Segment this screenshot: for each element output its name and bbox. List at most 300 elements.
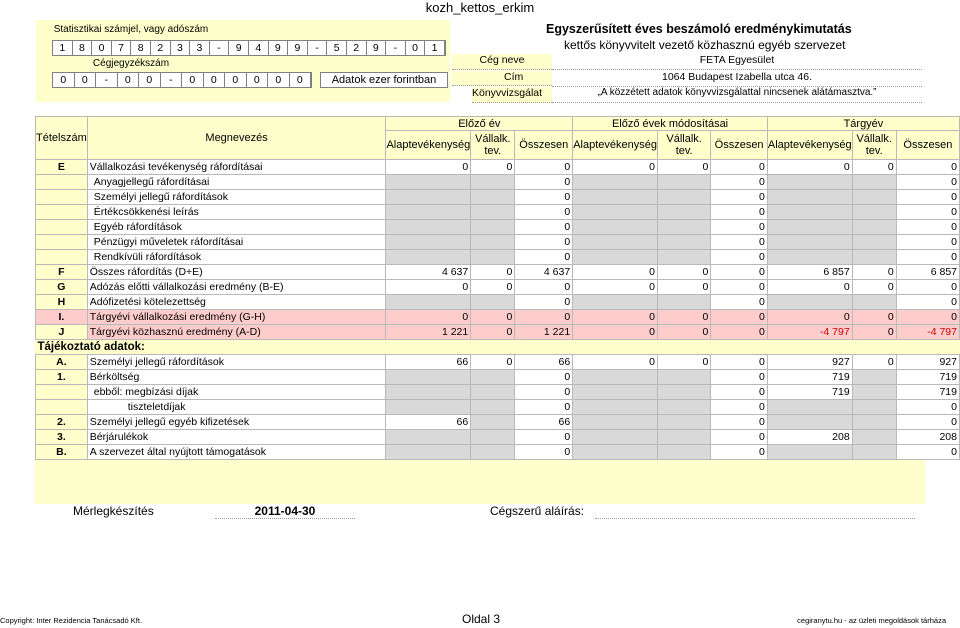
row-value xyxy=(386,205,471,220)
stat-digit: 9 xyxy=(269,41,289,55)
row-value: 927 xyxy=(767,355,852,370)
row-value: 0 xyxy=(657,310,710,325)
row-value xyxy=(657,175,710,190)
row-value: 0 xyxy=(515,295,573,310)
table-row xyxy=(36,355,960,370)
table-row xyxy=(36,220,960,235)
row-value xyxy=(573,190,658,205)
row-code xyxy=(36,205,88,220)
row-value: 0 xyxy=(896,295,959,310)
row-value: 0 xyxy=(657,355,710,370)
row-value xyxy=(386,370,471,385)
row-value xyxy=(767,175,852,190)
address-value: 1064 Budapest Izabella utca 46. xyxy=(552,71,922,87)
table-row xyxy=(36,175,960,190)
row-value: 0 xyxy=(896,280,959,295)
row-value: 0 xyxy=(515,385,573,400)
row-value: 0 xyxy=(515,280,573,295)
row-code xyxy=(36,235,88,250)
row-value xyxy=(573,175,658,190)
reg-digit: - xyxy=(161,73,183,87)
row-label: Anyagjellegű ráfordításai xyxy=(87,175,386,190)
row-code xyxy=(36,250,88,265)
row-code: B. xyxy=(36,445,88,460)
row-value xyxy=(657,385,710,400)
reg-digit: - xyxy=(96,73,118,87)
row-value: 6 857 xyxy=(767,265,852,280)
table-row xyxy=(36,400,960,415)
reg-digit: 0 xyxy=(290,73,312,87)
info-heading: Tájékoztató adatok: xyxy=(36,340,960,355)
row-label: Összes ráfordítás (D+E) xyxy=(87,265,386,280)
row-value xyxy=(657,190,710,205)
row-code xyxy=(36,400,88,415)
row-label: Egyéb ráfordítások xyxy=(87,220,386,235)
table-row xyxy=(36,280,960,295)
row-value: -4 797 xyxy=(896,325,959,340)
row-label: Adózás előtti vállalkozási eredmény (B-E) xyxy=(87,280,386,295)
row-value: 66 xyxy=(515,355,573,370)
row-code xyxy=(36,385,88,400)
table-row xyxy=(36,205,960,220)
row-value xyxy=(386,190,471,205)
stat-digit: 3 xyxy=(171,41,191,55)
header-base-2: Alaptevékenység xyxy=(573,131,658,160)
row-value: 719 xyxy=(896,385,959,400)
row-value xyxy=(386,400,471,415)
sign-label: Cégszerű aláírás: xyxy=(490,504,585,518)
row-value xyxy=(767,220,852,235)
reg-digit: 0 xyxy=(268,73,290,87)
row-value: 0 xyxy=(573,325,658,340)
row-value: 0 xyxy=(573,280,658,295)
row-code xyxy=(36,175,88,190)
header-ent-3: Vállalk. tev. xyxy=(852,131,896,160)
row-value: 0 xyxy=(471,355,515,370)
reg-digit: 0 xyxy=(75,73,97,87)
row-value xyxy=(657,415,710,430)
row-value xyxy=(386,385,471,400)
row-value xyxy=(573,400,658,415)
header-base-3: Alaptevékenység xyxy=(767,131,852,160)
footer-site: cegiranytu.hu - az üzleti megoldások tárháza xyxy=(797,616,946,625)
row-value xyxy=(386,175,471,190)
audit-value: „A közzétett adatok könyvvizsgálattal nincsenek alátámasztva.” xyxy=(552,87,922,103)
row-value: 0 xyxy=(711,430,768,445)
row-value xyxy=(852,220,896,235)
reg-digit: 0 xyxy=(204,73,226,87)
stat-digit: 2 xyxy=(347,41,367,55)
row-value: 0 xyxy=(515,445,573,460)
reg-digit: 0 xyxy=(182,73,204,87)
report-title: Egyszerűsített éves beszámoló eredménykimutatás xyxy=(546,22,852,36)
row-value xyxy=(767,250,852,265)
row-value: 0 xyxy=(711,445,768,460)
row-value: 0 xyxy=(896,160,959,175)
row-value: 0 xyxy=(711,325,768,340)
row-value: 0 xyxy=(711,370,768,385)
date-label: Mérlegkészítés xyxy=(73,504,154,518)
row-value xyxy=(852,235,896,250)
row-value: 0 xyxy=(896,250,959,265)
row-code: H xyxy=(36,295,88,310)
row-code xyxy=(36,190,88,205)
row-value: 0 xyxy=(711,175,768,190)
row-value: 0 xyxy=(515,160,573,175)
header-modifications: Előző évek módosításai xyxy=(573,117,768,131)
row-value xyxy=(767,295,852,310)
row-value: 0 xyxy=(515,370,573,385)
row-value: 0 xyxy=(711,310,768,325)
row-value xyxy=(573,235,658,250)
row-value: 0 xyxy=(711,400,768,415)
row-label: Személyi jellegű ráfordítások xyxy=(87,355,386,370)
row-value: 0 xyxy=(711,190,768,205)
stat-digits xyxy=(52,40,446,56)
row-code: J xyxy=(36,325,88,340)
row-value: 0 xyxy=(711,160,768,175)
table-row xyxy=(36,265,960,280)
reg-digit: 0 xyxy=(139,73,161,87)
table-row xyxy=(36,295,960,310)
row-value xyxy=(767,415,852,430)
row-value xyxy=(386,295,471,310)
row-value xyxy=(657,250,710,265)
row-value: 66 xyxy=(386,415,471,430)
row-value xyxy=(471,205,515,220)
row-value xyxy=(471,190,515,205)
row-value xyxy=(767,205,852,220)
row-value: 0 xyxy=(852,265,896,280)
reg-label: Cégjegyzékszám xyxy=(92,58,170,69)
stat-digit: 9 xyxy=(229,41,249,55)
row-value xyxy=(471,430,515,445)
header-base-1: Alaptevékenység xyxy=(386,131,471,160)
row-value xyxy=(657,295,710,310)
row-value xyxy=(573,205,658,220)
row-label: tiszteletdíjak xyxy=(87,400,386,415)
stat-digit: - xyxy=(308,41,328,55)
reg-digit: 0 xyxy=(118,73,140,87)
row-value: 0 xyxy=(573,310,658,325)
row-value: 0 xyxy=(711,385,768,400)
row-value: 4 637 xyxy=(386,265,471,280)
row-value xyxy=(573,295,658,310)
row-value xyxy=(573,430,658,445)
row-value: 0 xyxy=(386,280,471,295)
footer-copyright: Copyright: Inter Rezidencia Tanácsadó Kft. xyxy=(0,616,143,625)
row-value xyxy=(657,370,710,385)
row-value: 0 xyxy=(852,280,896,295)
row-value xyxy=(386,220,471,235)
row-code: E xyxy=(36,160,88,175)
row-value xyxy=(767,235,852,250)
row-value: 0 xyxy=(711,415,768,430)
stat-digit: 3 xyxy=(190,41,210,55)
row-value: 1 221 xyxy=(515,325,573,340)
row-value: 0 xyxy=(515,175,573,190)
row-value: 0 xyxy=(711,205,768,220)
row-label: Bérjárulékok xyxy=(87,430,386,445)
row-value: 0 xyxy=(896,415,959,430)
row-value xyxy=(767,400,852,415)
header-ent-1: Vállalk. tev. xyxy=(471,131,515,160)
row-value xyxy=(471,415,515,430)
row-value: 0 xyxy=(386,160,471,175)
company-value: FETA Egyesület xyxy=(552,54,922,70)
row-value xyxy=(471,295,515,310)
address-label: Cím xyxy=(452,71,552,86)
row-value: 0 xyxy=(896,445,959,460)
row-value: 0 xyxy=(471,325,515,340)
row-label: ebből: megbízási díjak xyxy=(87,385,386,400)
row-value xyxy=(852,370,896,385)
row-value xyxy=(657,445,710,460)
table-row xyxy=(36,190,960,205)
row-value: 0 xyxy=(711,295,768,310)
stat-digit: - xyxy=(210,41,230,55)
row-value xyxy=(471,370,515,385)
table-body-info xyxy=(36,355,960,460)
row-label: Tárgyévi vállalkozási eredmény (G-H) xyxy=(87,310,386,325)
row-value: 6 857 xyxy=(896,265,959,280)
row-value: 0 xyxy=(896,310,959,325)
row-value xyxy=(657,235,710,250)
row-value xyxy=(471,445,515,460)
row-label: Adófizetési kötelezettség xyxy=(87,295,386,310)
row-value: 0 xyxy=(471,310,515,325)
row-value xyxy=(852,175,896,190)
header-total-1: Összesen xyxy=(515,131,573,160)
row-value xyxy=(852,415,896,430)
table-row xyxy=(36,430,960,445)
row-value: 0 xyxy=(515,190,573,205)
row-label: Pénzügyi műveletek ráfordításai xyxy=(87,235,386,250)
stat-digit: 2 xyxy=(151,41,171,55)
row-value xyxy=(386,250,471,265)
row-value: 0 xyxy=(657,280,710,295)
header-total-3: Összesen xyxy=(896,131,959,160)
unit-label: Adatok ezer forintban xyxy=(320,72,448,88)
stat-digit: 8 xyxy=(73,41,93,55)
row-value: 4 637 xyxy=(515,265,573,280)
reg-digit: 0 xyxy=(247,73,269,87)
table-row xyxy=(36,235,960,250)
row-value: 0 xyxy=(896,235,959,250)
row-label: Rendkívüli ráfordítások xyxy=(87,250,386,265)
stat-digit: 0 xyxy=(92,41,112,55)
row-value xyxy=(767,445,852,460)
row-value: 0 xyxy=(471,160,515,175)
row-value xyxy=(471,385,515,400)
row-value xyxy=(573,370,658,385)
row-code: A. xyxy=(36,355,88,370)
row-value: 0 xyxy=(657,160,710,175)
row-value: 0 xyxy=(896,205,959,220)
row-code: G xyxy=(36,280,88,295)
row-value xyxy=(573,445,658,460)
row-value xyxy=(852,205,896,220)
row-value: 0 xyxy=(896,400,959,415)
row-value xyxy=(573,415,658,430)
row-value: 0 xyxy=(573,265,658,280)
stat-digit: 7 xyxy=(112,41,132,55)
row-value xyxy=(852,430,896,445)
row-value: 66 xyxy=(515,415,573,430)
report-subtitle: kettős könyvvitelt vezető közhasznú egyéb szervezet xyxy=(564,38,846,52)
signature-area xyxy=(35,504,925,524)
table-row xyxy=(36,250,960,265)
row-value: 0 xyxy=(852,310,896,325)
row-value: 0 xyxy=(657,265,710,280)
row-value: 719 xyxy=(767,385,852,400)
row-value: 0 xyxy=(711,220,768,235)
table-row xyxy=(36,370,960,385)
row-value: 0 xyxy=(711,235,768,250)
row-code: 2. xyxy=(36,415,88,430)
row-value xyxy=(852,385,896,400)
row-value xyxy=(386,445,471,460)
footer-page: Oldal 3 xyxy=(462,612,501,626)
results-table xyxy=(35,116,960,460)
row-value: 0 xyxy=(852,325,896,340)
row-value xyxy=(471,250,515,265)
left-header xyxy=(36,20,450,102)
row-value: 0 xyxy=(896,190,959,205)
row-value: 0 xyxy=(515,400,573,415)
date-value: 2011-04-30 xyxy=(215,504,355,519)
row-value xyxy=(852,190,896,205)
row-value: 0 xyxy=(896,220,959,235)
header-total-2: Összesen xyxy=(711,131,768,160)
row-value: 66 xyxy=(386,355,471,370)
row-value xyxy=(657,220,710,235)
row-label: Értékcsökkenési leírás xyxy=(87,205,386,220)
row-value: 0 xyxy=(471,265,515,280)
stat-digit: 9 xyxy=(288,41,308,55)
row-value xyxy=(573,220,658,235)
header-ent-2: Vállalk. tev. xyxy=(657,131,710,160)
table-row xyxy=(36,445,960,460)
stat-digit: 9 xyxy=(367,41,387,55)
row-value xyxy=(657,430,710,445)
row-value: 0 xyxy=(767,160,852,175)
row-value: 0 xyxy=(852,355,896,370)
row-code: 3. xyxy=(36,430,88,445)
row-value: 0 xyxy=(515,250,573,265)
header-current-year: Tárgyév xyxy=(767,117,959,131)
row-value: 0 xyxy=(852,160,896,175)
header-desc: Megnevezés xyxy=(87,117,386,160)
stat-digit: 1 xyxy=(425,41,445,55)
row-value: 0 xyxy=(515,205,573,220)
header-prev-year: Előző év xyxy=(386,117,573,131)
row-value xyxy=(471,175,515,190)
row-value: 208 xyxy=(896,430,959,445)
row-label: A szervezet által nyújtott támogatások xyxy=(87,445,386,460)
row-code: F xyxy=(36,265,88,280)
reg-digit: 0 xyxy=(225,73,247,87)
row-value xyxy=(852,400,896,415)
table-row xyxy=(36,160,960,175)
row-value xyxy=(657,205,710,220)
row-value: 208 xyxy=(767,430,852,445)
row-value xyxy=(471,220,515,235)
stat-label: Statisztikai számjel, vagy adószám xyxy=(53,24,209,35)
row-value xyxy=(386,430,471,445)
row-value: 0 xyxy=(515,235,573,250)
stat-digit: 1 xyxy=(53,41,73,55)
row-value: 719 xyxy=(767,370,852,385)
stat-digit: - xyxy=(386,41,406,55)
stat-digit: 5 xyxy=(327,41,347,55)
sign-line xyxy=(595,518,915,519)
row-value: 0 xyxy=(515,220,573,235)
row-value: 0 xyxy=(767,280,852,295)
row-value: 0 xyxy=(386,310,471,325)
table-row xyxy=(36,325,960,340)
row-value xyxy=(471,400,515,415)
row-code: 1. xyxy=(36,370,88,385)
row-value xyxy=(573,250,658,265)
row-value xyxy=(471,235,515,250)
row-value: 0 xyxy=(573,355,658,370)
header-code: Tételszám xyxy=(36,117,88,160)
row-value xyxy=(852,295,896,310)
row-value: 0 xyxy=(657,325,710,340)
table-row xyxy=(36,385,960,400)
row-value xyxy=(767,190,852,205)
row-code: I. xyxy=(36,310,88,325)
row-value xyxy=(573,385,658,400)
table-row xyxy=(36,310,960,325)
row-value: 0 xyxy=(471,280,515,295)
stat-digit: 0 xyxy=(406,41,426,55)
row-value: -4 797 xyxy=(767,325,852,340)
row-code xyxy=(36,220,88,235)
row-label: Személyi jellegű egyéb kifizetések xyxy=(87,415,386,430)
row-label: Vállalkozási tevékenység ráfordításai xyxy=(87,160,386,175)
row-label: Bérköltség xyxy=(87,370,386,385)
row-value: 0 xyxy=(711,280,768,295)
reg-digits xyxy=(52,72,312,88)
file-title: kozh_kettos_erkim xyxy=(425,0,535,15)
reg-digit: 0 xyxy=(53,73,75,87)
row-value: 0 xyxy=(573,160,658,175)
right-header xyxy=(452,20,922,102)
table-body-main xyxy=(36,160,960,340)
row-value: 719 xyxy=(896,370,959,385)
stat-digit: 8 xyxy=(131,41,151,55)
row-label: Tárgyévi közhasznú eredmény (A-D) xyxy=(87,325,386,340)
row-value xyxy=(657,400,710,415)
row-value: 0 xyxy=(711,250,768,265)
company-label: Cég neve xyxy=(452,54,552,70)
table-row xyxy=(36,415,960,430)
row-label: Személyi jellegű ráfordítások xyxy=(87,190,386,205)
row-value: 1 221 xyxy=(386,325,471,340)
row-value: 0 xyxy=(515,430,573,445)
row-value: 0 xyxy=(711,265,768,280)
row-value: 0 xyxy=(515,310,573,325)
row-value: 0 xyxy=(711,355,768,370)
audit-label: Könyvvizsgálat xyxy=(472,87,552,103)
row-value xyxy=(852,250,896,265)
row-value: 0 xyxy=(896,175,959,190)
row-value: 0 xyxy=(767,310,852,325)
row-value xyxy=(386,235,471,250)
row-value: 927 xyxy=(896,355,959,370)
